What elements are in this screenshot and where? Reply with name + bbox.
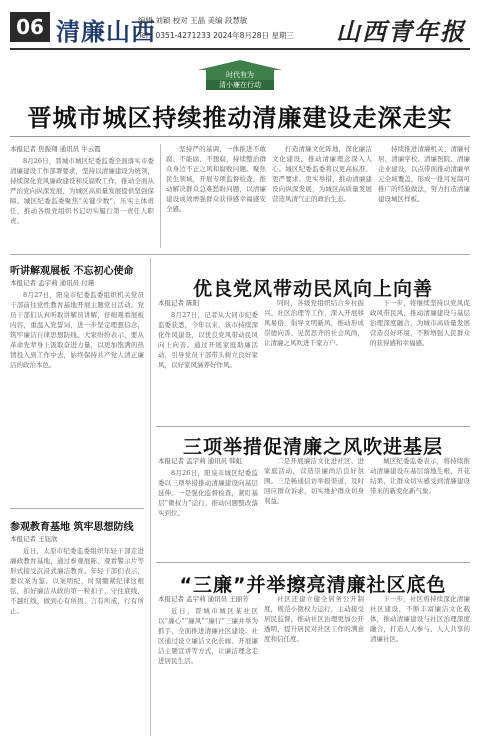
- story3-column-1: [158, 468, 258, 556]
- story-rule-2: [156, 562, 470, 563]
- main-byline: 本报记者 焦振翔 通讯员 牛云霞: [10, 145, 101, 153]
- story3-col1-text: 8月26日，阳泉市城区纪委监委以三项举措推动清廉建设向基层延伸。一是强化监督检查，紧盯基层“微权力”运行，推动问题整改落实到位。: [158, 469, 258, 517]
- left-column-divider: [150, 258, 151, 736]
- story3-column-2: [264, 456, 364, 556]
- main-col2-text: 坚持严的基调，一体推进不敢腐、不能腐、不想腐，持续整治群众身边不正之风和腐败问题。聚焦民生领域，开展专项监督检查，推动解决群众急难愁盼问题，以清廉建设成效增强群众获得感幸福感安全感。: [166, 145, 266, 213]
- page-number: 06: [10, 12, 50, 42]
- story4-byline: 本报记者 孟宇莉 通讯员 王丽芳: [158, 595, 249, 603]
- main-column-1: [10, 156, 154, 248]
- main-column-4: [378, 144, 470, 248]
- story4-col2-text: 社区还建立健全居务公开制度，规范小微权力运行，主动接受居民监督，推动社区治理更加公开透明，提升居民对社区工作的满意度和信任度。: [264, 595, 364, 643]
- main-column-2: [166, 144, 266, 248]
- story3-headline: 三项举措促清廉之风吹进基层: [182, 436, 443, 458]
- editor-credits: 编辑 刘颖 校对 王晶 美编 段慧敏: [138, 16, 248, 25]
- story3-col2-text: 二是开展廉洁文化进社区、进家庭活动，营造崇廉尚洁良好氛围。三是畅通信访举报渠道，及时回应群众诉求，切实维护群众切身利益。: [264, 457, 364, 505]
- left-story1-text: 8月27日，阳泉市纪委监委组织机关党员干部前往党性教育基地开展主题党日活动。党员干部们认真听取讲解员讲解，仔细观看展板内容，重温入党誓词，进一步坚定理想信念，筑牢廉洁自律思想防线。大家纷纷表示，要从革命先辈身上汲取奋进力量，以更加饱满的热情投入到工作中去，始终保持共产党人清正廉洁的政治本色。: [10, 291, 144, 369]
- story4-column-1: [158, 606, 258, 736]
- column-badge: [198, 60, 282, 90]
- main-headline: 晋城市城区持续推动清廉建设走深走实: [27, 104, 453, 132]
- main-column-3: [272, 144, 372, 248]
- story2-column-3: [370, 298, 470, 420]
- story2-headline: 优良党风带动民风向上向善: [192, 278, 433, 300]
- masthead: [0, 0, 480, 52]
- main-col4-text: 持续推进清廉机关、清廉村居、清廉学校、清廉医院、清廉企业建设，以点带面推动清廉单元全域覆盖，形成一批可复制可推广的经验做法，努力打造清廉建设城区样板。: [378, 145, 470, 203]
- story2-column-1: [158, 310, 258, 420]
- left-story2-body: [10, 546, 144, 736]
- column-divider: [160, 144, 161, 248]
- badge-top-label: 时代有为: [206, 70, 274, 80]
- story4-headline: “三廉”并举擦亮清廉社区底色: [179, 574, 447, 596]
- story3-byline: 本报记者 孟宇莉 通讯员 韩虹: [158, 457, 243, 465]
- story2-column-2: [264, 298, 364, 420]
- left-story2-headline: 参观教育基地 筑牢思想防线: [10, 522, 134, 533]
- masthead-rule: [10, 48, 470, 50]
- left-story1-headline: 听讲解观展板 不忘初心使命: [10, 266, 134, 277]
- left-story1-body: [10, 290, 144, 504]
- main-col3-text: 打造清廉文化阵地，深化廉洁文化建设，推动清廉理念深入人心。城区纪委监委将以更高标准、更严要求、更实举措，推动清廉建设向纵深发展，为城区高质量发展营造风清气正的政治生态。: [272, 145, 372, 203]
- story2-byline: 本报记者 陈阳: [158, 299, 200, 307]
- story4-column-2: [264, 594, 364, 736]
- story3-column-3: [370, 456, 470, 556]
- badge-bottom-label: 清小廉在行动: [206, 80, 274, 90]
- section-rule: [10, 254, 470, 255]
- story4-column-3: [370, 594, 470, 736]
- story2-col3-text: 下一步，将继续坚持以党风促政风带民风，推动清廉建设与基层治理深度融合，为城市高质量发展营造良好环境，不断增强人民群众的获得感和幸福感。: [370, 299, 470, 347]
- badge-roof-icon: [198, 60, 282, 70]
- section-title: 清廉山西: [56, 17, 156, 46]
- story2-col1-text: 8月27日，记者从大同市纪委监委获悉，今年以来，该市持续深化作风建设，以优良党风带动民风向上向善。通过开展家庭助廉活动，引导党员干部带头树立良好家风，以好家风涵养好作风。: [158, 311, 258, 369]
- left-story1-byline: 本报记者 孟宇莉 通讯员 付瑾: [10, 279, 95, 287]
- newspaper-logo: 山西青年报: [336, 17, 466, 46]
- story2-col2-text: 同时，各级党组织结合乡村振兴、社区治理等工作，深入开展移风易俗，倡导文明新风，推动形成崇德向善、见贤思齐的社会风尚，让清廉之风吹进千家万户。: [264, 299, 364, 347]
- story4-col1-text: 近日，晋城市城区某社区以“廉心”“廉风”“廉行”三廉并举为抓手，全面推进清廉社区建设。社区通过设立廉洁文化长廊、开展廉洁主题宣讲等方式，让廉洁理念走进居民生活。: [158, 607, 258, 665]
- story-rule: [156, 426, 470, 427]
- left-story2-text: 近日，太原市纪委监委组织年轻干部走进廉政教育基地，通过参观展陈、观看警示片等形式接受沉浸式廉洁教育。年轻干部们表示，要以案为鉴、以案明纪，时刻绷紧纪律这根弦，扣好廉洁从政的第一粒扣子，守住底线，不越红线，做到心有所畏、言有所戒、行有所止。: [10, 547, 144, 615]
- left-story-rule: [10, 508, 144, 509]
- contact-date: Tel：0351-4271233 2024年8月28日 星期三: [138, 31, 294, 40]
- headline-rule: [10, 136, 470, 137]
- story3-col3-text: 城区纪委监委表示，将持续推动清廉建设在基层落地生根、开花结果，让群众切实感受到清廉建设带来的新变化新气象。: [370, 457, 470, 495]
- left-story2-byline: 本报记者 王钰欣: [10, 535, 58, 543]
- main-col1-text: 8月26日，晋城市城区纪委监委全面落实市委清廉建设工作部署要求，坚持以清廉建设为统领，持续深化党风廉政建设和反腐败工作，推动全面从严治党向纵深发展，为城区高质量发展提供坚强保障。城区纪委监委聚焦“关键少数”，压实主体责任，推动各级党组织书记切实履行第一责任人职责。: [10, 157, 154, 225]
- story4-col3-text: 下一步，社区将持续深化清廉社区建设，不断丰富廉洁文化载体，推动清廉建设与社区治理深度融合，打造人人参与、人人共享的清廉社区。: [370, 595, 470, 643]
